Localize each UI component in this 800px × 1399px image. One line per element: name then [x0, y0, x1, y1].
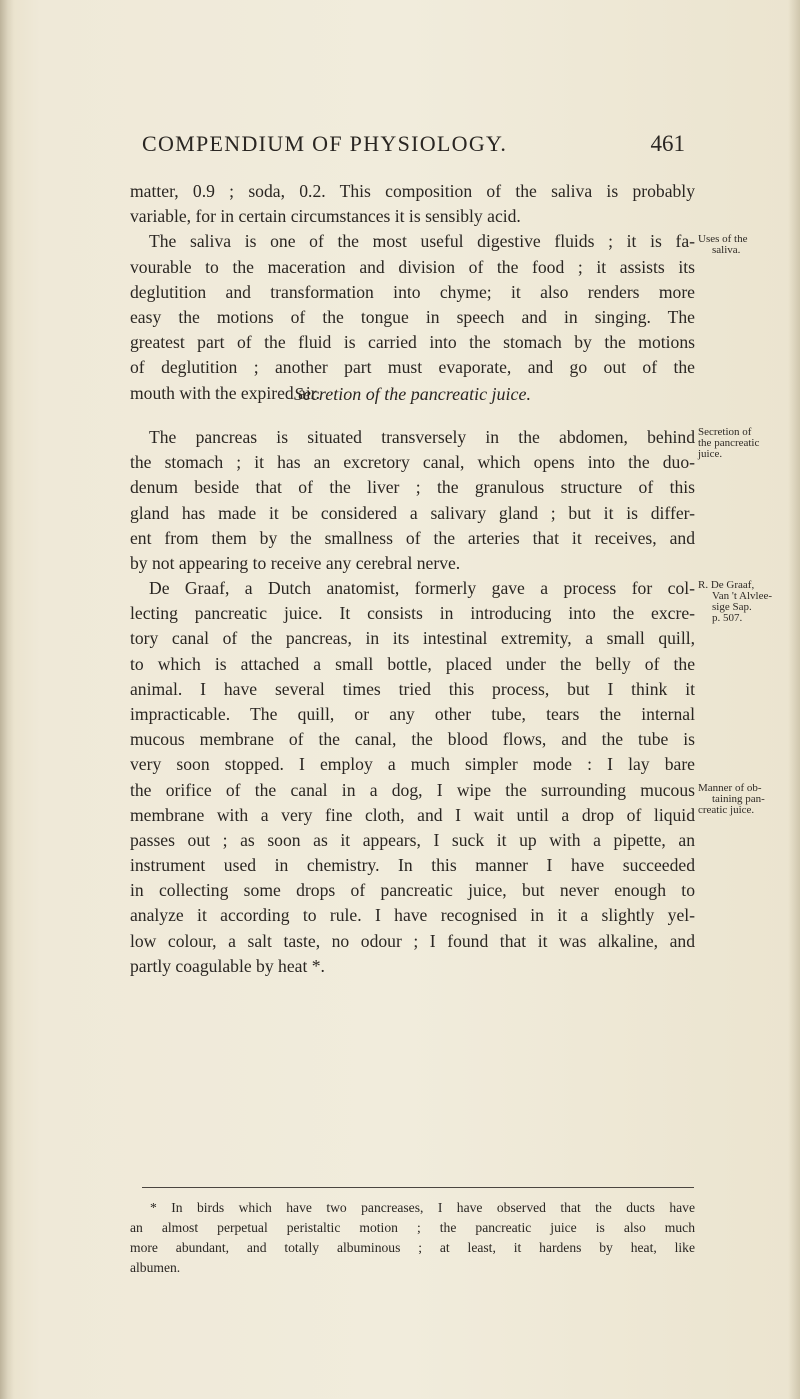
margin-note-line: saliva.: [712, 244, 741, 256]
margin-note-line: Uses of the: [698, 233, 748, 245]
margin-note-line: p. 507.: [712, 612, 743, 624]
text-line: by not appearing to receive any cerebral nerve.: [130, 552, 461, 573]
text-line: analyze it according to rule. I have recognised in it a slightly yel-: [130, 905, 695, 926]
margin-note-line: Van 't Alvlee-: [712, 590, 773, 602]
footnote-divider: [142, 1187, 694, 1188]
margin-note-line: juice.: [698, 448, 723, 460]
text-line: to which is attached a small bottle, placed under the belly of the: [130, 653, 695, 674]
margin-note-de-graaf-reference: [698, 580, 798, 624]
footnote-line: * In birds which have two pancreases, I have observed that the ducts have: [150, 1200, 695, 1215]
margin-note-line: taining pan-: [712, 793, 765, 805]
paragraph-de-graaf-process: [130, 576, 695, 979]
text-line: the stomach ; it has an excretory canal, which opens into the duo-: [130, 452, 695, 473]
margin-note-line: creatic juice.: [698, 804, 755, 816]
text-line: The saliva is one of the most useful digestive fluids ; it is fa-: [149, 231, 695, 252]
text-line: variable, for in certain circumstances it is sensibly acid.: [130, 206, 521, 227]
text-line: animal. I have several times tried this process, but I think it: [130, 678, 695, 699]
page-header: [130, 131, 685, 163]
paragraph-saliva-composition: [130, 179, 695, 229]
running-title: COMPENDIUM OF PHYSIOLOGY.: [142, 131, 508, 156]
text-line: greatest part of the fluid is carried into the stomach by the motions: [130, 332, 695, 353]
margin-note-line: R. De Graaf,: [698, 579, 755, 591]
text-line: passes out ; as soon as it appears, I suck it up with a pipette, an: [130, 829, 695, 850]
page-edge-shadow: [788, 0, 800, 1399]
text-line: impracticable. The quill, or any other tube, tears the internal: [130, 703, 695, 724]
footnote-line: albumen.: [130, 1260, 181, 1275]
text-line: membrane with a very fine cloth, and I wait until a drop of liquid: [130, 804, 695, 825]
text-line: in collecting some drops of pancreatic juice, but never enough to: [130, 880, 695, 901]
paragraph-pancreas-description: [130, 425, 695, 576]
text-line: lecting pancreatic juice. It consists in introducing into the excre-: [130, 603, 695, 624]
margin-note-pancreatic-secretion: [698, 427, 798, 460]
text-line: instrument used in chemistry. In this manner I have succeeded: [130, 855, 695, 876]
text-line: matter, 0.9 ; soda, 0.2. This composition of the saliva is probably: [130, 181, 695, 201]
margin-note-line: Secretion of: [698, 426, 752, 438]
text-line: gland has made it be considered a salivary gland ; but it is differ-: [130, 502, 695, 523]
margin-note-line: sige Sap.: [712, 601, 752, 613]
text-line: mouth with the expired air.: [130, 382, 321, 403]
text-line: De Graaf, a Dutch anatomist, formerly gave a process for col-: [149, 578, 695, 598]
text-line: partly coagulable by heat *.: [130, 955, 325, 976]
margin-note-line: Manner of ob-: [698, 782, 762, 794]
margin-note-line: the pancreatic: [698, 437, 760, 449]
text-line: easy the motions of the tongue in speech and in singing. The: [130, 306, 695, 327]
text-line: the orifice of the canal in a dog, I wipe the surrounding mucous: [130, 779, 695, 800]
footnote: [130, 1198, 695, 1278]
text-line: denum beside that of the liver ; the granulous structure of this: [130, 477, 695, 498]
text-line: low colour, a salt taste, no odour ; I found that it was alkaline, and: [130, 930, 695, 951]
paragraph-uses-of-saliva: [130, 229, 695, 405]
text-line: deglutition and transformation into chyme; it also renders more: [130, 281, 695, 302]
margin-note-manner-of-obtaining: [698, 783, 798, 816]
text-line: ent from them by the smallness of the arteries that it receives, and: [130, 527, 695, 548]
section-title: Secretion of the pancreatic juice.: [293, 384, 532, 404]
footnote-line: more abundant, and totally albuminous ; at least, it hardens by heat, like: [130, 1240, 695, 1255]
text-line: The pancreas is situated transversely in the abdomen, behind: [149, 427, 695, 447]
footnote-line: an almost perpetual peristaltic motion ; the pancreatic juice is also much: [130, 1220, 695, 1235]
text-line: very soon stopped. I employ a much simpler mode : I lay bare: [130, 754, 695, 775]
page-binding-shadow: [0, 0, 14, 1399]
page-number: 461: [650, 131, 685, 156]
text-line: of deglutition ; another part must evaporate, and go out of the: [130, 357, 695, 378]
text-line: vourable to the maceration and division of the food ; it assists its: [130, 256, 695, 277]
margin-note-uses-of-saliva: [698, 234, 798, 256]
text-line: mucous membrane of the canal, the blood flows, and the tube is: [130, 729, 695, 750]
text-line: tory canal of the pancreas, in its intestinal extremity, a small quill,: [130, 628, 695, 649]
